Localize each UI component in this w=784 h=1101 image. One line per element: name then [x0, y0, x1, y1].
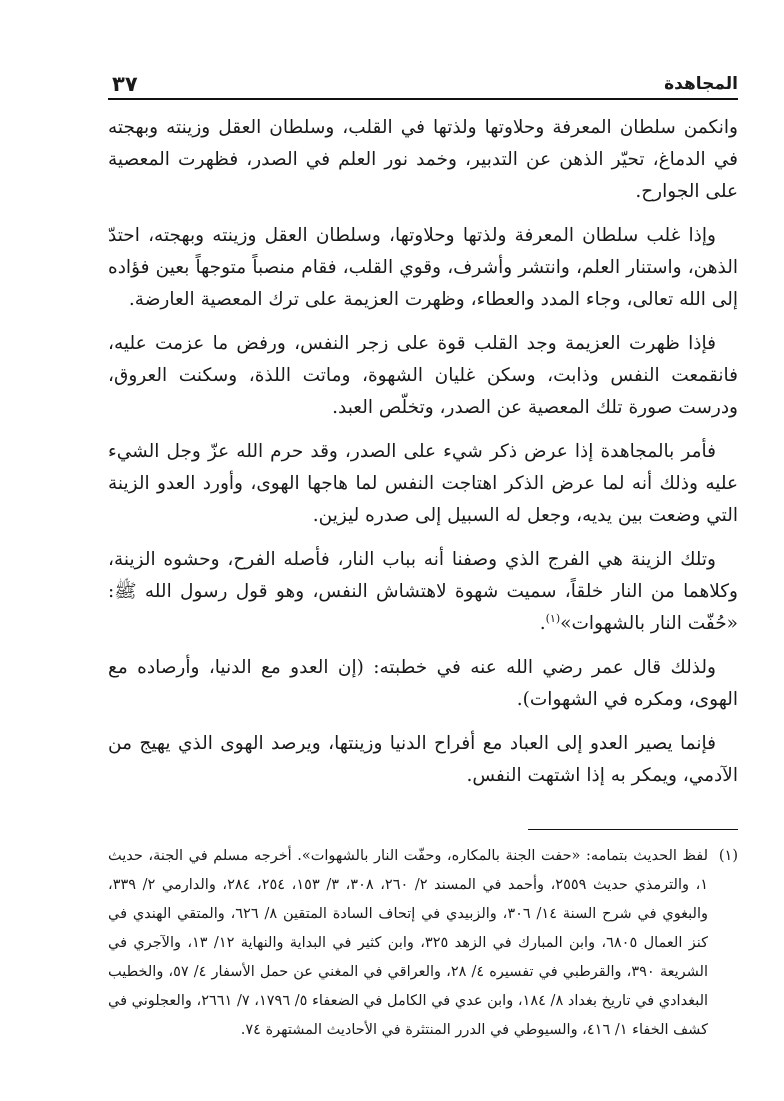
- paragraph: فإنما يصير العدو إلى العباد مع أفراح الدنيا وزينتها، ويرصد الهوى الذي يهيج من الآدمي، ويمكر به إذا اشتهت النفس.: [108, 733, 738, 786]
- paragraph: ولذلك قال عمر رضي الله عنه في خطبته: (إن العدو مع الدنيا، وأرصاده مع الهوى، ومكره في الشهوات).: [108, 657, 738, 710]
- paragraph: فإذا ظهرت العزيمة وجد القلب قوة على زجر النفس، ورفض ما عزمت عليه، فانقمعت النفس وذابت، وسكن غليان الشهوة، وماتت اللذة، وسكنت العروق، ودرست صورة تلك المعصية عن الصدر، وتخلّص العبد.: [108, 333, 738, 418]
- paragraph: وإذا غلب سلطان المعرفة ولذتها وحلاوتها، وسلطان العقل وزينته وبهجته، احتدّ الذهن، واستنار العلم، وانتشر وأشرف، وقوي القلب، فقام منصباً متوجهاً بعين فؤاده إلى الله تعالى، وجاء المدد والعطاء، وظهرت العزيمة على ترك المعصية العارضة.: [108, 225, 738, 310]
- footnotes: [108, 842, 738, 1045]
- footnote-divider: [528, 829, 738, 830]
- paragraph-with-footnote: [108, 544, 738, 640]
- paragraph: وانكمن سلطان المعرفة وحلاوتها ولذتها في القلب، وسلطان العقل وزينته وبهجته في الدماغ، تحيّر الذهن عن التدبير، وخمد نور العلم في الصدر، فظهرت المعصية على الجوارح.: [108, 117, 738, 202]
- page-number: ٣٧: [112, 72, 138, 96]
- footnote-number: (١): [718, 848, 738, 864]
- page-header: [108, 68, 738, 100]
- paragraph-end-punctuation: .: [539, 613, 546, 634]
- running-title: المجاهدة: [664, 74, 738, 94]
- paragraph: فأمر بالمجاهدة إذا عرض ذكر شيء على الصدر، وقد حرم الله عزّ وجل الشيء عليه وذلك أنه لما عرض الذكر اهتاجت النفس لما هاجها الهوى، وأورد العدو الزينة التي وضعت بين يديه، وجعل له السبيل إلى صدره ليزين.: [108, 441, 738, 526]
- footnote-reference[interactable]: (١): [545, 611, 561, 625]
- body-text: [108, 112, 738, 804]
- footnote-item: [108, 842, 738, 1045]
- footnote-text: لفظ الحديث بتمامه: «حفت الجنة بالمكاره، وحفّت النار بالشهوات». أخرجه مسلم في الجنة، حديث ١، والترمذي حديث ٢٥٥٩، وأحمد في المسند ٢/ ٢٦٠، ٣٠٨، ٣/ ١٥٣، ٢٥٤، ٢٨٤، والدارمي ٢/ ٣٣٩، والبغوي في شرح السنة ١٤/ ٣٠٦، والزبيدي في إتحاف السادة المتقين ٨/ ٦٢٦، والمتقي الهندي في كنز العمال ٦٨٠٥، وابن المبارك في الزهد ٣٢٥، وابن كثير في البداية والنهاية ١٢/ ١٣، والآجري في الشريعة ٣٩٠، والقرطبي في تفسيره ٤/ ٢٨، والعراقي في المغني عن حمل الأسفار ٤/ ٥٧، والخطيب البغدادي في تاريخ بغداد ٨/ ١٨٤، وابن عدي في الكامل في الضعفاء ٥/ ١٧٩٦، ٧/ ٢٦٦١، والعجلوني في كشف الخفاء ١/ ٤١٦، والسيوطي في الدرر المنتثرة في الأحاديث المشتهرة ٧٤.: [108, 848, 709, 1038]
- paragraph-text: وتلك الزينة هي الفرج الذي وصفنا أنه بباب النار، فأصله الفرح، وحشوه الزينة، وكلاهما من النار خلقاً، سميت شهوة لاهتشاش النفس، وهو قول رسول الله ﷺ: «حُفّت النار بالشهوات»: [108, 549, 738, 634]
